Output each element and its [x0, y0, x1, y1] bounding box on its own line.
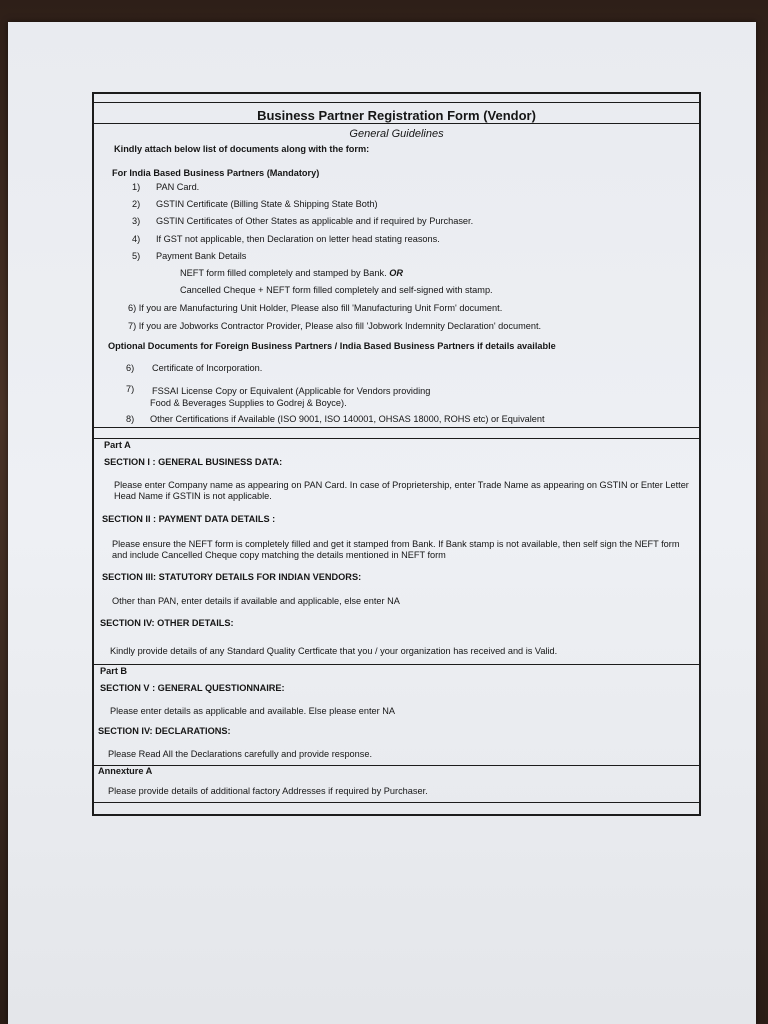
title-rule	[94, 123, 699, 124]
bank-sub-item-1	[180, 268, 403, 279]
india-item-text: PAN Card.	[156, 182, 200, 192]
india-item-num: 2)	[132, 199, 141, 209]
section-rule	[94, 427, 699, 428]
bank-sub-item-1-text: NEFT form filled completely and stamped by Bank.	[180, 268, 387, 278]
registration-form	[92, 92, 701, 816]
section-4-text: Kindly provide details of any Standard Quality Certficate that you / your organization has received and is Valid.	[110, 646, 558, 656]
india-item-num: 3)	[132, 216, 141, 226]
intro-text: Kindly attach below list of documents along with the form:	[114, 144, 370, 154]
section-2-heading: SECTION II : PAYMENT DATA DETAILS :	[102, 514, 276, 524]
india-heading: For India Based Business Partners (Mandatory)	[112, 168, 320, 178]
optional-item-num: 8)	[126, 414, 135, 424]
section-3-heading: SECTION III: STATUTORY DETAILS FOR INDIAN VENDORS:	[102, 572, 362, 582]
section-rule	[94, 765, 699, 766]
india-item-num: 5)	[132, 251, 141, 261]
section-rule	[94, 664, 699, 665]
optional-heading: Optional Documents for Foreign Business Partners / India Based Business Partners if details available	[108, 341, 556, 351]
annexure-heading: Annexture A	[98, 766, 153, 776]
bank-sub-item-or: OR	[389, 268, 403, 278]
india-item-text: If GST not applicable, then Declaration on letter head stating reasons.	[156, 234, 440, 244]
section-5-heading: SECTION V : GENERAL QUESTIONNAIRE:	[100, 683, 285, 693]
optional-item-num: 7)	[126, 384, 135, 394]
optional-item-text-cont: Food & Beverages Supplies to Godrej & Boyce).	[150, 398, 347, 408]
india-item-num: 1)	[132, 182, 141, 192]
section-5-text: Please enter details as applicable and available. Else please enter NA	[110, 706, 395, 716]
annexure-text: Please provide details of additional factory Addresses if required by Purchaser.	[108, 786, 428, 796]
optional-item-num: 6)	[126, 363, 135, 373]
india-item-text: GSTIN Certificate (Billing State & Shipping State Both)	[156, 199, 378, 209]
top-rule	[94, 102, 699, 103]
bank-sub-item-2: Cancelled Cheque + NEFT form filled completely and self-signed with stamp.	[180, 285, 493, 295]
section-1-text: Please enter Company name as appearing on PAN Card. In case of Proprietership, enter Trade Name as appearing on GSTIN or Enter Letter Head Name if GSTIN is not applicable.	[114, 480, 689, 501]
form-title: Business Partner Registration Form (Vendor)	[257, 108, 536, 123]
item-6-manufacturing: 6) If you are Manufacturing Unit Holder, Please also fill 'Manufacturing Unit Form' document.	[128, 303, 503, 313]
section-3-text: Other than PAN, enter details if available and applicable, else enter NA	[112, 596, 400, 606]
item-7-jobworks: 7) If you are Jobworks Contractor Provider, Please also fill 'Jobwork Indemnity Declaration' document.	[128, 321, 542, 331]
section-1-heading: SECTION I : GENERAL BUSINESS DATA:	[104, 457, 283, 467]
part-b-heading: Part B	[100, 666, 128, 676]
section-6-heading: SECTION IV: DECLARATIONS:	[98, 726, 231, 736]
section-4-heading: SECTION IV: OTHER DETAILS:	[100, 618, 234, 628]
optional-item-text: Certificate of Incorporation.	[152, 363, 263, 373]
part-a-heading: Part A	[104, 440, 131, 450]
optional-item-text: Other Certifications if Available (ISO 9001, ISO 140001, OHSAS 18000, ROHS etc) or Equivalent	[150, 414, 545, 424]
section-2-text: Please ensure the NEFT form is completely filled and get it stamped from Bank. If Bank stamp is not available, then self sign the NEFT form and include Cancelled Cheque copy matching the details mentioned in NEFT form	[112, 539, 680, 560]
optional-item-text: FSSAI License Copy or Equivalent (Applicable for Vendors providing	[152, 386, 431, 396]
form-subtitle: General Guidelines	[349, 128, 444, 140]
india-item-num: 4)	[132, 234, 141, 244]
section-rule	[94, 438, 699, 439]
bottom-rule	[94, 802, 699, 803]
india-item-text: GSTIN Certificates of Other States as applicable and if required by Purchaser.	[156, 216, 474, 226]
india-item-text: Payment Bank Details	[156, 251, 247, 261]
section-6-text: Please Read All the Declarations carefully and provide response.	[108, 749, 373, 759]
